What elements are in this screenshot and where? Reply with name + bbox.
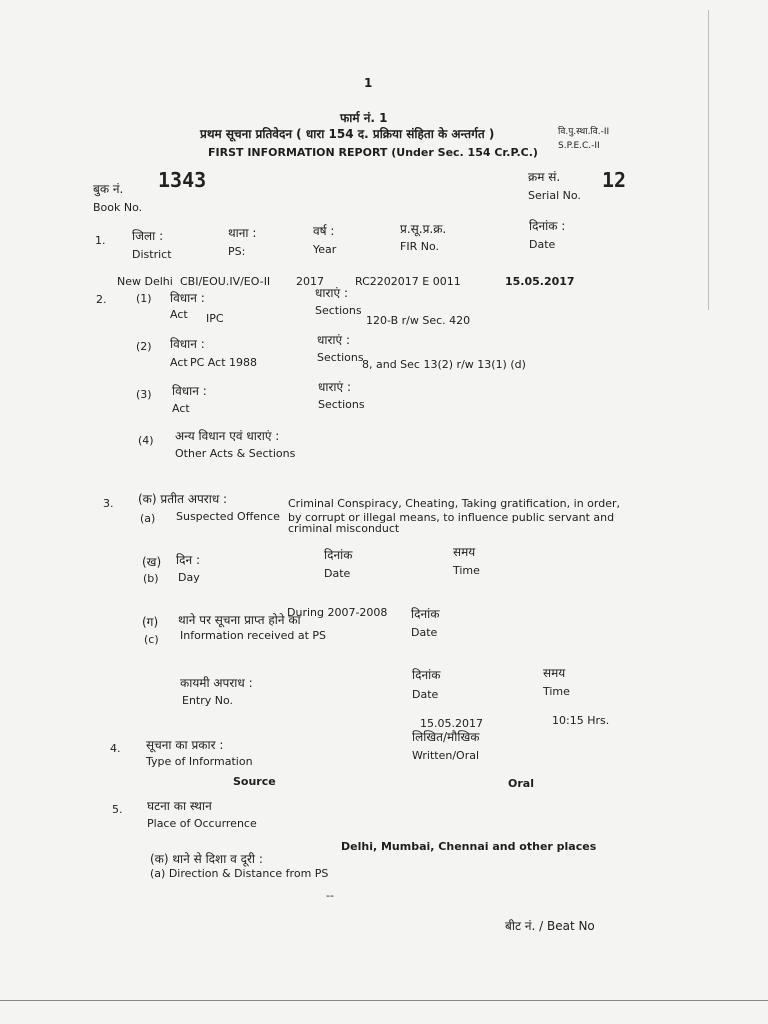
fir-value: RC2202017 E 0011 [355, 275, 461, 288]
info-received-number: (c) [144, 633, 159, 646]
entry-date-label-hindi: दिनांक [412, 668, 441, 682]
written-oral-label: Written/Oral [412, 749, 480, 762]
offence-line-3: criminal misconduct [288, 522, 400, 535]
info-received-label-hindi: थाने पर सूचना प्राप्त होने का [178, 613, 301, 627]
other-acts-label: Other Acts & Sections [175, 447, 296, 460]
date-value: 15.05.2017 [505, 275, 575, 288]
scan-edge-line [708, 10, 709, 310]
offence-time-label-hindi: समय [453, 545, 476, 559]
info-type-label-hindi: सूचना का प्रकार : [146, 738, 224, 752]
district-label: District [132, 248, 172, 261]
act2-value: PC Act 1988 [190, 356, 257, 369]
entry-time-label: Time [543, 685, 570, 698]
book-label-hindi: बुक नं. [93, 182, 124, 196]
offence-line-1: Criminal Conspiracy, Cheating, Taking gratification, in order, [288, 497, 621, 510]
sections2-label: Sections [317, 351, 364, 364]
fir-label: FIR No. [400, 240, 439, 253]
act2-label: Act [170, 356, 188, 369]
day-number: (b) [143, 572, 159, 585]
info-received-label: Information received at PS [180, 629, 327, 642]
serial-number: 12 [602, 168, 627, 192]
entry-time-label-hindi: समय [543, 666, 566, 680]
spec-english: S.P.E.C.-II [558, 141, 600, 151]
district-value: New Delhi [117, 275, 173, 288]
other-acts-number: (4) [138, 434, 154, 447]
suspected-offence-label-hindi: (क) प्रतीत अपराध : [138, 492, 228, 506]
suspected-offence-label: Suspected Offence [176, 510, 280, 523]
ps-label: PS: [228, 245, 246, 258]
sections1-value: 120-B r/w Sec. 420 [366, 314, 471, 327]
ps-value: CBI/EOU.IV/EO-II [180, 275, 271, 288]
ps-label-hindi: थाना : [228, 226, 257, 240]
place-label-hindi: घटना का स्थान [147, 799, 212, 813]
title-hindi: प्रथम सूचना प्रतिवेदन ( धारा 154 द. प्रक्रिया संहिता के अन्तर्गत ) [200, 127, 495, 141]
day-number-hindi: (ख) [142, 555, 162, 569]
act2-number: (2) [136, 340, 152, 353]
offence-date-label: Date [324, 567, 351, 580]
entry-label: Entry No. [182, 694, 234, 707]
act3-label-hindi: विधान : [172, 384, 207, 398]
entry-label-hindi: कायमी अपराध : [180, 676, 253, 690]
direction-label: (a) Direction & Distance from PS [150, 867, 329, 880]
offence-date-label-hindi: दिनांक [324, 548, 353, 562]
place-label: Place of Occurrence [147, 817, 257, 830]
sections2-label-hindi: धाराएं : [317, 333, 350, 347]
sections3-label-hindi: धाराएं : [318, 380, 351, 394]
date-label: Date [529, 238, 556, 251]
oral-value: Oral [508, 777, 534, 790]
act1-label: Act [170, 308, 188, 321]
row2-number: 2. [96, 293, 107, 306]
row5-number: 5. [112, 803, 123, 816]
act3-number: (3) [136, 388, 152, 401]
scan-bottom-edge [0, 1000, 768, 1001]
written-oral-label-hindi: लिखित/मौखिक [412, 730, 480, 744]
district-label-hindi: जिला : [132, 229, 164, 243]
entry-time-value: 10:15 Hrs. [552, 714, 610, 727]
info-date-label: Date [411, 626, 438, 639]
act1-value: IPC [206, 312, 224, 325]
direction-label-hindi: (क) थाने से दिशा व दूरी : [150, 852, 263, 866]
place-value: Delhi, Mumbai, Chennai and other places [341, 840, 597, 853]
info-received-number-hindi: (ग) [142, 615, 159, 629]
sections1-label-hindi: धाराएं : [315, 286, 348, 300]
suspected-offence-number: (a) [140, 512, 156, 525]
direction-value: -- [326, 889, 334, 902]
book-label-english: Book No. [93, 201, 143, 214]
beat-label: बीट नं. / Beat No [505, 919, 595, 933]
act1-label-hindi: विधान : [170, 291, 205, 305]
act1-number: (1) [136, 292, 152, 305]
year-value: 2017 [296, 275, 324, 288]
act2-label-hindi: विधान : [170, 337, 205, 351]
offence-period-value: During 2007-2008 [287, 606, 388, 619]
row3-number: 3. [103, 497, 114, 510]
year-label: Year [313, 243, 337, 256]
day-label-hindi: दिन : [176, 553, 200, 567]
serial-label-hindi: क्रम सं. [528, 170, 561, 184]
source-value: Source [233, 775, 276, 788]
form-number: फार्म नं. 1 [340, 111, 388, 125]
entry-date-label: Date [412, 688, 439, 701]
book-number: 1343 [158, 168, 207, 192]
offence-line-2: by corrupt or illegal means, to influence public servant and [288, 511, 615, 524]
spec-hindi: वि.पु.स्था.वि.-II [558, 127, 610, 137]
act3-label: Act [172, 402, 190, 415]
info-date-label-hindi: दिनांक [411, 607, 440, 621]
sections2-value: 8, and Sec 13(2) r/w 13(1) (d) [362, 358, 526, 371]
title-english: FIRST INFORMATION REPORT (Under Sec. 154 Cr.P.C.) [208, 146, 538, 159]
row4-number: 4. [110, 742, 121, 755]
offence-time-label: Time [453, 564, 480, 577]
year-label-hindi: वर्ष : [313, 224, 335, 238]
info-type-label: Type of Information [146, 755, 253, 768]
date-label-hindi: दिनांक : [529, 219, 566, 233]
entry-date-value: 15.05.2017 [420, 717, 483, 730]
day-label: Day [178, 571, 200, 584]
sections3-label: Sections [318, 398, 365, 411]
serial-label-english: Serial No. [528, 189, 581, 202]
row1-number: 1. [95, 234, 106, 247]
sections1-label: Sections [315, 304, 362, 317]
fir-label-hindi: प्र.सू.प्र.क्र. [400, 222, 447, 236]
other-acts-label-hindi: अन्य विधान एवं धाराएं : [175, 429, 280, 443]
page-number: 1 [364, 76, 373, 90]
